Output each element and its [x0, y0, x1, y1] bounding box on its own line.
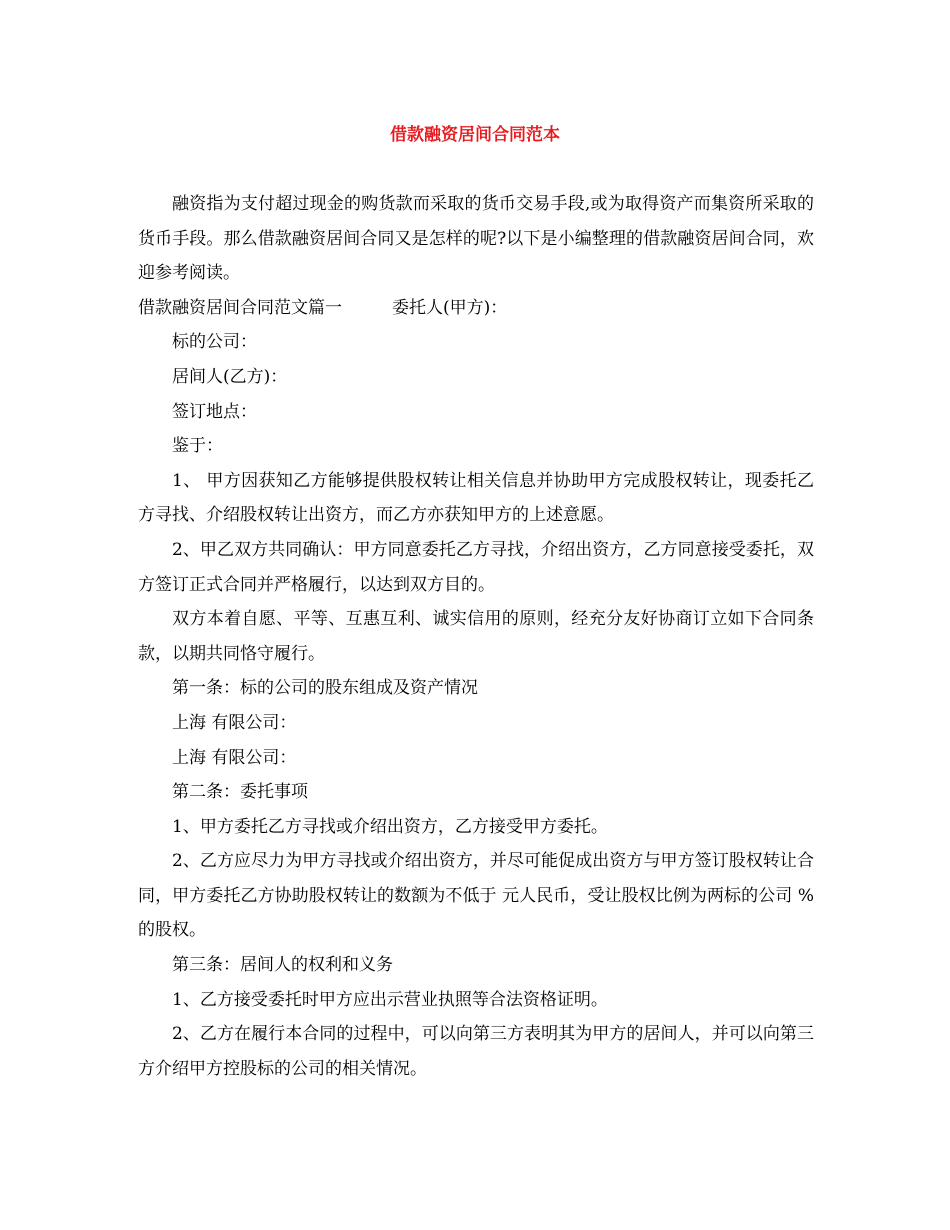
article-3-clause-2: 2、乙方在履行本合同的过程中，可以向第三方表明其为甲方的居间人，并可以向第三方介绍甲方控股标的公司的相关情况。	[138, 1024, 814, 1079]
document-body	[138, 187, 814, 1086]
article-3-clause-1: 1、乙方接受委托时甲方应出示营业执照等合法资格证明。	[172, 989, 608, 1010]
article-1-heading: 第一条：标的公司的股东组成及资产情况	[172, 678, 478, 699]
article-2-heading: 第二条：委托事项	[172, 782, 308, 803]
principles-paragraph: 双方本着自愿、平等、互惠互利、诚实信用的原则，经充分友好协商订立如下合同条款，以期共同恪守履行。	[138, 609, 814, 664]
party-a-label: 委托人(甲方)：	[392, 297, 508, 318]
company-line-1: 上海 有限公司：	[172, 712, 297, 733]
company-line-2: 上海 有限公司：	[172, 747, 297, 768]
document-title: 借款融资居间合同范本	[390, 125, 560, 145]
sample-heading: 借款融资居间合同范文篇一	[138, 297, 342, 318]
target-company-label: 标的公司：	[172, 332, 257, 353]
article-3-heading: 第三条：居间人的权利和义务	[172, 955, 393, 976]
signing-place-label: 签订地点：	[172, 401, 257, 422]
section-heading-line	[138, 291, 814, 326]
article-2-clause-1: 1、甲方委托乙方寻找或介绍出资方，乙方接受甲方委托。	[172, 816, 608, 837]
party-b-label: 居间人(乙方)：	[172, 366, 288, 387]
whereas-clause-1: 1、 甲方因获知乙方能够提供股权转让相关信息并协助甲方完成股权转让，现委托乙方寻找、介绍股权转让出资方，而乙方亦获知甲方的上述意愿。	[138, 470, 814, 526]
whereas-clause-2: 2、甲乙双方共同确认：甲方同意委托乙方寻找，介绍出资方，乙方同意接受委托，双方签订正式合同并严格履行，以达到双方目的。	[138, 539, 814, 595]
intro-paragraph: 融资指为支付超过现金的购货款而采取的货币交易手段,或为取得资产而集资所采取的货币手段。那么借款融资居间合同又是怎样的呢?以下是小编整理的借款融资居间合同，欢迎参考阅读。	[138, 194, 814, 284]
article-2-clause-2: 2、乙方应尽力为甲方寻找或介绍出资方，并尽可能促成出资方与甲方签订股权转让合同，甲方委托乙方协助股权转让的数额为不低于 元人民币，受让股权比例为两标的公司 %的股权。	[138, 851, 814, 941]
whereas-label: 鉴于：	[172, 436, 223, 457]
